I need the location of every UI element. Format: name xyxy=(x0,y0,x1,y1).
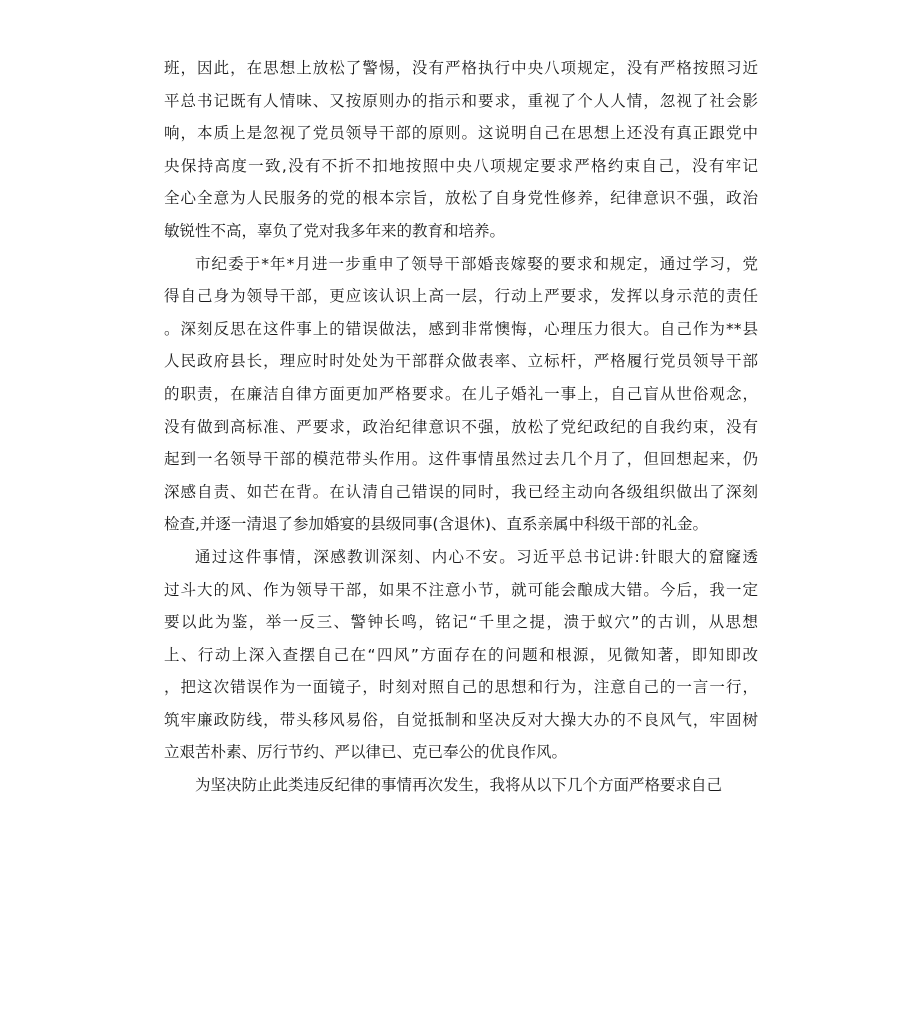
text-line: 全心全意为人民服务的党的根本宗旨，放松了自身党性修养，纪律意识不强，政治 xyxy=(164,189,758,208)
paragraph xyxy=(164,248,758,541)
text-line: 平总书记既有人情味、又按原则办的指示和要求，重视了个人人情，忽视了社会影 xyxy=(164,91,758,110)
text-line: 市纪委于*年*月进一步重申了领导干部婚丧嫁娶的要求和规定，通过学习，党 xyxy=(195,254,758,273)
text-line: 没有做到高标准、严要求，政治纪律意识不强，放松了党纪政纪的自我约束，没有 xyxy=(164,417,758,436)
text-line: 敏锐性不高，辜负了党对我多年来的教育和培养。 xyxy=(164,221,506,240)
text-line: 通过这件事情，深感教训深刻、内心不安。习近平总书记讲:针眼大的窟窿透 xyxy=(195,547,758,566)
text-line: 筑牢廉政防线，带头移风易俗，自觉抵制和坚决反对大操大办的不良风气，牢固树 xyxy=(164,710,758,729)
text-line: 班，因此，在思想上放松了警惕，没有严格执行中央八项规定，没有严格按照习近 xyxy=(164,59,758,77)
text-line: 响，本质上是忽视了党员领导干部的原则。这说明自己在思想上还没有真正跟党中 xyxy=(164,124,758,143)
paragraph xyxy=(164,52,758,248)
text-line: 起到一名领导干部的模范带头作用。这件事情虽然过去几个月了，但回想起来，仍 xyxy=(164,450,758,469)
text-line: 过斗大的风、作为领导干部，如果不注意小节，就可能会酿成大错。今后，我一定 xyxy=(164,580,758,599)
text-line: 的职责，在廉洁自律方面更加严格要求。在儿子婚礼一事上，自己盲从世俗观念， xyxy=(164,384,758,403)
paragraph xyxy=(164,541,758,769)
paragraph xyxy=(164,769,758,802)
text-line: 检查,并逐一清退了参加婚宴的县级同事(含退休)、直系亲属中科级干部的礼金。 xyxy=(164,515,709,534)
text-line: 要以此为鉴，举一反三、警钟长鸣，铭记“千里之提，溃于蚁穴”的古训，从思想 xyxy=(164,613,758,632)
text-line: 得自己身为领导干部，更应该认识上高一层，行动上严要求，发挥以身示范的责任 xyxy=(164,287,758,306)
text-line: 为坚决防止此类违反纪律的事情再次发生，我将从以下几个方面严格要求自己 xyxy=(195,776,723,795)
text-line: 人民政府县长，理应时时处处为干部群众做表率、立标杆，严格履行党员领导干部 xyxy=(164,352,758,371)
document-body xyxy=(164,52,758,802)
text-line: 深感自责、如芒在背。在认清自己错误的同时，我已经主动向各级组织做出了深刻 xyxy=(164,482,758,501)
text-line: 。深刻反思在这件事上的错误做法，感到非常懊悔，心理压力很大。自己作为**县 xyxy=(164,319,758,338)
text-line: 上、行动上深入查摆自己在“四风”方面存在的问题和根源，见微知著，即知即改 xyxy=(164,645,758,664)
text-line: 央保持高度一致,没有不折不扣地按照中央八项规定要求严格约束自己，没有牢记 xyxy=(164,156,758,175)
text-line: 立艰苦朴素、厉行节约、严以律已、克已奉公的优良作风。 xyxy=(164,743,568,762)
text-line: ，把这次错误作为一面镜子，时刻对照自己的思想和行为，注意自己的一言一行， xyxy=(164,678,758,697)
